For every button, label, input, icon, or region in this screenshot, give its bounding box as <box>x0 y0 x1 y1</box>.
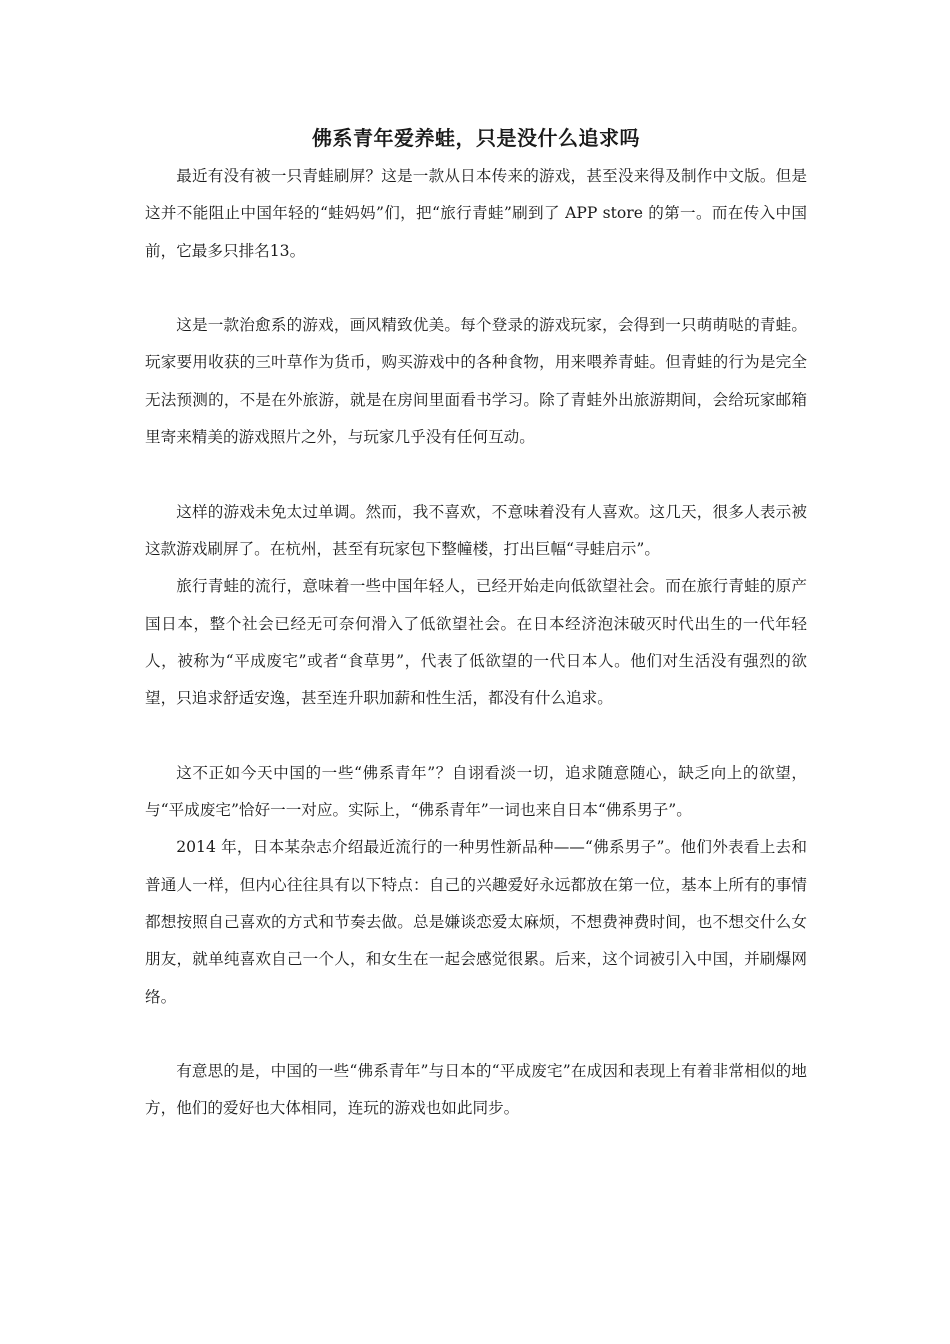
paragraph-5: 这不正如今天中国的一些“佛系青年”？自诩看淡一切，追求随意随心，缺乏向上的欲望，与“平成废宅”恰好一一对应。实际上，“佛系青年”一词也来自日本“佛系男子”。 <box>145 763 807 820</box>
document-page <box>145 120 807 1128</box>
blank-line <box>145 717 807 754</box>
blank-line <box>145 270 807 307</box>
paragraph-1: 最近有没有被一只青蛙刷屏？这是一款从日本传来的游戏，甚至没来得及制作中文版。但是这并不能阻止中国年轻的“蛙妈妈”们，把“旅行青蛙”刷到了 APP store 的第一。而在传入中国前，它最多只排名13。 <box>145 167 807 260</box>
paragraph-3: 这样的游戏未免太过单调。然而，我不喜欢，不意味着没有人喜欢。这几天，很多人表示被这款游戏刷屏了。在杭州，甚至有玩家包下整幢楼，打出巨幅“寻蛙启示”。 <box>145 502 807 558</box>
blank-line <box>145 1016 807 1053</box>
paragraph-4: 旅行青蛙的流行，意味着一些中国年轻人，已经开始走向低欲望社会。而在旅行青蛙的原产国日本，整个社会已经无可奈何滑入了低欲望社会。在日本经济泡沫破灭时代出生的一代年轻人，被称为“平成废宅”或者“食草男”，代表了低欲望的一代日本人。他们对生活没有强烈的欲望，只追求舒适安逸，甚至连升职加薪和性生活，都没有什么追求。 <box>145 577 807 708</box>
blank-line <box>145 456 807 493</box>
document-title: 佛系青年爱养蛙，只是没什么追求吗 <box>312 126 640 150</box>
paragraph-2: 这是一款治愈系的游戏，画风精致优美。每个登录的游戏玩家，会得到一只萌萌哒的青蛙。玩家要用收获的三叶草作为货币，购买游戏中的各种食物，用来喂养青蛙。但青蛙的行为是完全无法预测的，不是在外旅游，就是在房间里面看书学习。除了青蛙外出旅游期间，会给玩家邮箱里寄来精美的游戏照片之外，与玩家几乎没有任何互动。 <box>145 316 807 447</box>
paragraph-6: 2014 年，日本某杂志介绍最近流行的一种男性新品种——“佛系男子”。他们外表看上去和普通人一样，但内心往往具有以下特点：自己的兴趣爱好永远都放在第一位，基本上所有的事情都想按照自己喜欢的方式和节奏去做。总是嫌谈恋爱太麻烦，不想费神费时间，也不想交什么女朋友，就单纯喜欢自己一个人，和女生在一起会感觉很累。后来，这个词被引入中国，并刷爆网络。 <box>145 838 807 1006</box>
paragraph-7: 有意思的是，中国的一些“佛系青年”与日本的“平成废宅”在成因和表现上有着非常相似的地方，他们的爱好也大体相同，连玩的游戏也如此同步。 <box>145 1062 807 1118</box>
